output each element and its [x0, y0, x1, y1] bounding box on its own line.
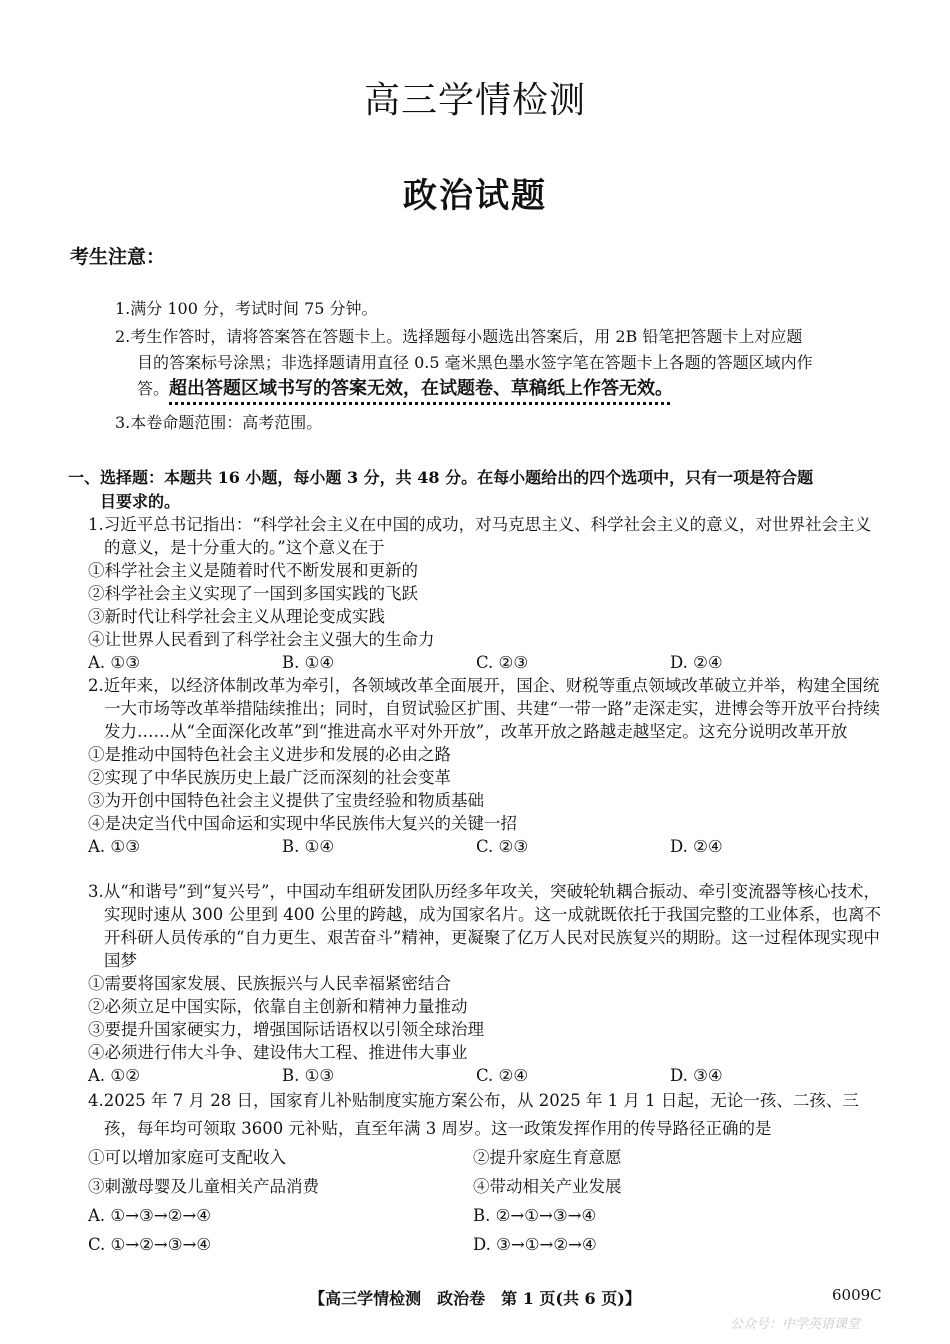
question-stem: 4.2025 年 7 月 28 日，国家育儿补贴制度实施方案公布，从 2025 年 1 月 1 日起，无论一孩、二孩、三孩，每年均可领取 3600 元补贴，直至年满 3 周岁。这一政策发挥作用的传导路径正确的是 — [88, 1091, 859, 1138]
page-footer: 【高三学情检测 政治卷 第 1 页(共 6 页)】 — [309, 1289, 641, 1308]
choice-d: D. ③④ — [670, 1066, 723, 1085]
notice-item-1: 1.满分 100 分，考试时间 75 分钟。 — [115, 299, 378, 318]
choice-b: B. ①③ — [282, 1066, 335, 1085]
choice-d: D. ②④ — [670, 653, 723, 672]
choice-b: B. ②→①→③→④ — [473, 1206, 597, 1225]
question-1 — [88, 513, 884, 674]
question-3 — [88, 880, 884, 1087]
question-item: ②必须立足中国实际，依靠自主创新和精神力量推动 — [88, 997, 468, 1016]
question-stem: 1.习近平总书记指出：“科学社会主义在中国的成功，对马克思主义、科学社会主义的意义，对世界社会主义的意义，是十分重大的。”这个意义在于 — [88, 515, 872, 557]
question-2 — [88, 674, 884, 858]
choice-d: D. ③→①→②→④ — [473, 1235, 597, 1254]
notice-item-3: 3.本卷命题范围：高考范围。 — [115, 413, 323, 432]
question-item: ③新时代让科学社会主义从理论变成实践 — [88, 607, 385, 626]
question-item: ①可以增加家庭可支配收入 — [88, 1148, 286, 1167]
notice-item-2-emphasis: 超出答题区域书写的答案无效，在试题卷、草稿纸上作答无效。 — [169, 378, 674, 399]
section-heading-line2: 目要求的。 — [100, 492, 181, 511]
question-item: ②实现了中华民族历史上最广泛而深刻的社会变革 — [88, 768, 451, 787]
exam-title: 高三学情检测 — [363, 80, 586, 121]
choice-d: D. ②④ — [670, 837, 723, 856]
question-item: ②科学社会主义实现了一国到多国实践的飞跃 — [88, 584, 418, 603]
exam-subject-title: 政治试题 — [403, 176, 547, 216]
question-item: ③要提升国家硬实力，增强国际话语权以引领全球治理 — [88, 1020, 484, 1039]
choice-c: C. ②④ — [476, 1066, 529, 1085]
answer-choices — [88, 651, 884, 674]
question-item-row — [88, 1172, 884, 1201]
question-item: ④带动相关产业发展 — [473, 1177, 622, 1196]
section-heading-line1: 一、选择题：本题共 16 小题，每小题 3 分，共 48 分。在每小题给出的四个选项中，只有一项是符合题 — [68, 468, 814, 487]
question-item: ④必须进行伟大斗争、建设伟大工程、推进伟大事业 — [88, 1043, 468, 1062]
question-item: ④是决定当代中国命运和实现中华民族伟大复兴的关键一招 — [88, 814, 517, 833]
choice-a: A. ①② — [88, 1066, 140, 1085]
answer-choices — [88, 1230, 884, 1259]
choice-c: C. ①→②→③→④ — [88, 1235, 212, 1254]
choice-c: C. ②③ — [476, 837, 529, 856]
question-item-row — [88, 1143, 884, 1172]
question-item: ③为开创中国特色社会主义提供了宝贵经验和物质基础 — [88, 791, 484, 810]
question-item: ②提升家庭生育意愿 — [473, 1148, 622, 1167]
question-4 — [88, 1087, 884, 1259]
answer-choices — [88, 835, 884, 858]
question-item: ①科学社会主义是随着时代不断发展和更新的 — [88, 561, 418, 580]
choice-b: B. ①④ — [282, 653, 335, 672]
exam-code: 6009C — [832, 1286, 882, 1304]
notice-item-2-plain: 答。 — [137, 379, 170, 398]
answer-choices — [88, 1201, 884, 1230]
answer-choices — [88, 1064, 884, 1087]
notice-heading: 考生注意： — [70, 246, 166, 268]
watermark: 公众号：中学英语课堂 — [730, 1317, 861, 1332]
choice-c: C. ②③ — [476, 653, 529, 672]
notice-item-2-line2: 目的答案标号涂黑；非选择题请用直径 0.5 毫米黑色墨水签字笔在答题卡上各题的答题区域内作 — [137, 353, 813, 372]
notice-item-2-line1: 2.考生作答时，请将答案答在答题卡上。选择题每小题选出答案后，用 2B 铅笔把答题卡上对应题 — [115, 327, 803, 346]
question-item: ①是推动中国特色社会主义进步和发展的必由之路 — [88, 745, 451, 764]
question-item: ④让世界人民看到了科学社会主义强大的生命力 — [88, 630, 435, 649]
choice-a: A. ①③ — [88, 653, 140, 672]
choice-a: A. ①③ — [88, 837, 140, 856]
notice-item-2 — [115, 324, 890, 402]
question-item: ①需要将国家发展、民族振兴与人民幸福紧密结合 — [88, 974, 451, 993]
question-stem: 2.近年来，以经济体制改革为牵引，各领域改革全面展开，国企、财税等重点领域改革破立并举，构建全国统一大市场等改革举措陆续推出；同时，自贸试验区扩围、共建“一带一路”走深走实，进博会等开放平台持续发力……从“全面深化改革”到“推进高水平对外开放”，改革开放之路越走越坚定。这充分说明改革开放 — [88, 676, 880, 741]
section-heading — [68, 466, 886, 514]
notice-item-2-line3 — [115, 376, 890, 402]
choice-a: A. ①→③→②→④ — [88, 1206, 212, 1225]
question-item: ③刺激母婴及儿童相关产品消费 — [88, 1177, 319, 1196]
choice-b: B. ①④ — [282, 837, 335, 856]
question-stem: 3.从“和谐号”到“复兴号”，中国动车组研发团队历经多年攻关，突破轮轨耦合振动、牵引变流器等核心技术，实现时速从 300 公里到 400 公里的跨越，成为国家名片。这一成就既依托于我国完整的工业体系，也离不开科研人员传承的“自力更生、艰苦奋斗”精神，更凝聚了亿万人民对民族复兴的期盼。这一过程体现实现中国梦 — [88, 882, 881, 970]
